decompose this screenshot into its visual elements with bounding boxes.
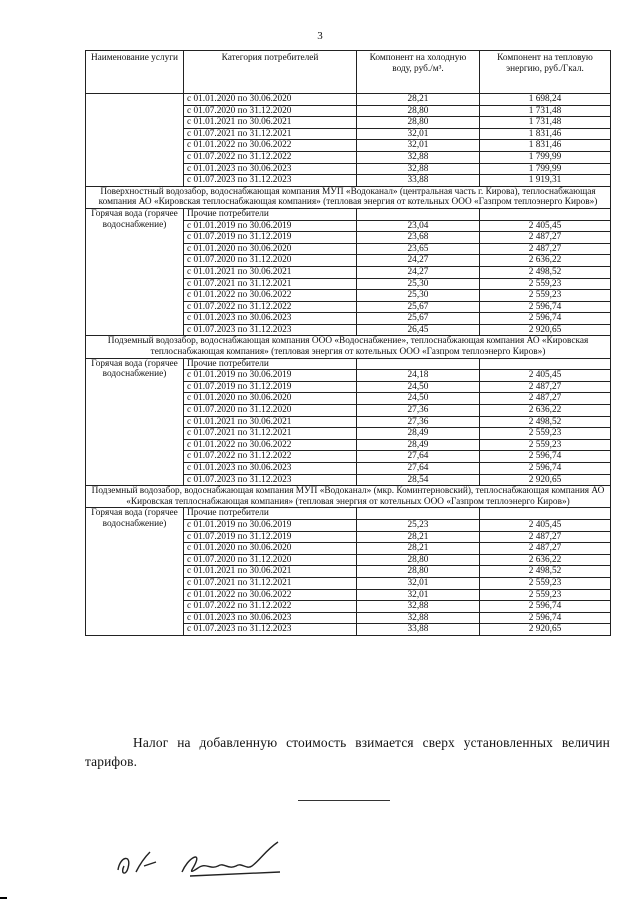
category-label: Прочие потребители <box>184 508 357 520</box>
cold-water-value: 23,68 <box>357 232 480 244</box>
signature <box>110 828 310 888</box>
heat-value: 2 636,22 <box>480 405 611 417</box>
heat-empty <box>480 208 611 220</box>
heat-value: 2 487,27 <box>480 543 611 555</box>
heat-value: 2 487,27 <box>480 243 611 255</box>
period-cell: с 01.07.2021 по 31.12.2021 <box>184 128 357 140</box>
period-cell: с 01.07.2021 по 31.12.2021 <box>184 428 357 440</box>
cold-water-value: 33,88 <box>357 175 480 187</box>
section-title: Подземный водозабор, водоснабжающая компания ООО «Водоснабжение», теплоснабжающая компания АО «Кировская теплоснабжающая компания» (тепловая энергия от котельных ООО «Газпром теплоэнерго Киров») <box>86 336 611 358</box>
cold-water-value: 28,80 <box>357 566 480 578</box>
period-cell: с 01.07.2022 по 31.12.2022 <box>184 151 357 163</box>
heat-value: 2 405,45 <box>480 370 611 382</box>
heat-value: 2 559,23 <box>480 290 611 302</box>
heat-value: 2 596,74 <box>480 313 611 325</box>
heat-value: 2 498,52 <box>480 266 611 278</box>
heat-value: 1 799,99 <box>480 163 611 175</box>
period-cell: с 01.01.2022 по 30.06.2022 <box>184 589 357 601</box>
cold-water-value: 25,67 <box>357 313 480 325</box>
cold-water-empty <box>357 358 480 370</box>
cold-water-value: 32,01 <box>357 140 480 152</box>
heat-value: 2 596,74 <box>480 612 611 624</box>
heat-value: 2 559,23 <box>480 589 611 601</box>
period-cell: с 01.01.2020 по 30.06.2020 <box>184 543 357 555</box>
period-cell: с 01.01.2021 по 30.06.2021 <box>184 266 357 278</box>
cold-water-value: 25,23 <box>357 519 480 531</box>
table-header-row <box>86 51 611 94</box>
period-cell: с 01.01.2020 по 30.06.2020 <box>184 393 357 405</box>
cold-water-value: 32,88 <box>357 601 480 613</box>
heat-value: 2 487,27 <box>480 531 611 543</box>
cold-water-value: 32,88 <box>357 612 480 624</box>
cold-water-value: 24,27 <box>357 255 480 267</box>
cold-water-value: 24,50 <box>357 381 480 393</box>
cold-water-value: 27,36 <box>357 405 480 417</box>
header-service: Наименование услуги <box>86 51 184 94</box>
section-title: Подземный водозабор, водоснабжающая компания МУП «Водоканал» (мкр. Коминтерновский), теплоснабжающая компания АО «Кировская теплоснабжающая компания» (тепловая энергия от котельных ООО «Газпром теплоэнерго Киров») <box>86 486 611 508</box>
period-cell: с 01.01.2019 по 30.06.2019 <box>184 220 357 232</box>
cold-water-value: 23,04 <box>357 220 480 232</box>
period-cell: с 01.01.2023 по 30.06.2023 <box>184 612 357 624</box>
heat-value: 1 831,46 <box>480 140 611 152</box>
heat-value: 1 831,46 <box>480 128 611 140</box>
period-cell: с 01.01.2022 по 30.06.2022 <box>184 439 357 451</box>
cold-water-value: 25,67 <box>357 301 480 313</box>
heat-value: 2 596,74 <box>480 301 611 313</box>
period-cell: с 01.07.2022 по 31.12.2022 <box>184 451 357 463</box>
heat-value: 1 698,24 <box>480 94 611 106</box>
cold-water-value: 28,80 <box>357 105 480 117</box>
heat-value: 2 559,23 <box>480 439 611 451</box>
heat-value: 1 919,31 <box>480 175 611 187</box>
cold-water-value: 32,01 <box>357 128 480 140</box>
cold-water-empty <box>357 208 480 220</box>
separator-line <box>298 800 390 801</box>
cold-water-value: 28,21 <box>357 543 480 555</box>
cold-water-value: 28,49 <box>357 428 480 440</box>
period-cell: с 01.07.2020 по 31.12.2020 <box>184 554 357 566</box>
period-cell: с 01.01.2023 по 30.06.2023 <box>184 163 357 175</box>
period-cell: с 01.07.2021 по 31.12.2021 <box>184 577 357 589</box>
table-row <box>86 208 611 220</box>
table-row <box>86 486 611 508</box>
cold-water-value: 27,64 <box>357 451 480 463</box>
cold-water-value: 25,30 <box>357 290 480 302</box>
period-cell: с 01.01.2021 по 30.06.2021 <box>184 117 357 129</box>
period-cell: с 01.01.2021 по 30.06.2021 <box>184 566 357 578</box>
period-cell: с 01.01.2023 по 30.06.2023 <box>184 313 357 325</box>
heat-value: 2 559,23 <box>480 577 611 589</box>
footer-mark <box>0 897 7 899</box>
period-cell: с 01.07.2022 по 31.12.2022 <box>184 301 357 313</box>
cold-water-value: 25,30 <box>357 278 480 290</box>
service-name: Горячая вода (горячее водоснабжение) <box>86 358 184 486</box>
cold-water-value: 28,21 <box>357 531 480 543</box>
cold-water-value: 28,54 <box>357 474 480 486</box>
heat-value: 2 487,27 <box>480 393 611 405</box>
category-label: Прочие потребители <box>184 208 357 220</box>
period-cell: с 01.07.2019 по 31.12.2019 <box>184 531 357 543</box>
cold-water-value: 32,01 <box>357 577 480 589</box>
cold-water-value: 24,50 <box>357 393 480 405</box>
heat-value: 2 920,65 <box>480 324 611 336</box>
heat-value: 2 920,65 <box>480 624 611 636</box>
period-cell: с 01.07.2019 по 31.12.2019 <box>184 232 357 244</box>
tariff-table <box>85 50 611 636</box>
period-cell: с 01.07.2020 по 31.12.2020 <box>184 105 357 117</box>
category-label: Прочие потребители <box>184 358 357 370</box>
heat-value: 2 559,23 <box>480 428 611 440</box>
heat-value: 2 596,74 <box>480 451 611 463</box>
period-cell: с 01.07.2020 по 31.12.2020 <box>184 255 357 267</box>
period-cell: с 01.01.2022 по 30.06.2022 <box>184 290 357 302</box>
table-row <box>86 186 611 208</box>
heat-value: 2 405,45 <box>480 519 611 531</box>
period-cell: с 01.01.2019 по 30.06.2019 <box>184 519 357 531</box>
header-category: Категория потребителей <box>184 51 357 94</box>
period-cell: с 01.07.2023 по 31.12.2023 <box>184 175 357 187</box>
cold-water-empty <box>357 508 480 520</box>
cold-water-value: 24,27 <box>357 266 480 278</box>
cold-water-value: 32,88 <box>357 151 480 163</box>
period-cell: с 01.07.2023 по 31.12.2023 <box>184 324 357 336</box>
cold-water-value: 28,21 <box>357 94 480 106</box>
heat-value: 2 498,52 <box>480 416 611 428</box>
heat-empty <box>480 508 611 520</box>
heat-value: 2 920,65 <box>480 474 611 486</box>
service-name: Горячая вода (горячее водоснабжение) <box>86 208 184 336</box>
heat-value: 2 559,23 <box>480 278 611 290</box>
heat-value: 2 405,45 <box>480 220 611 232</box>
table-row <box>86 358 611 370</box>
table-row <box>86 336 611 358</box>
cold-water-value: 27,36 <box>357 416 480 428</box>
cold-water-value: 28,49 <box>357 439 480 451</box>
period-cell: с 01.01.2021 по 30.06.2021 <box>184 416 357 428</box>
header-heat: Компонент на тепловую энергию, руб./Гкал. <box>480 51 611 94</box>
period-cell: с 01.07.2021 по 31.12.2021 <box>184 278 357 290</box>
page-number: 3 <box>317 30 323 42</box>
period-cell: с 01.01.2020 по 30.06.2020 <box>184 94 357 106</box>
service-name: Горячая вода (горячее водоснабжение) <box>86 508 184 636</box>
cold-water-value: 23,65 <box>357 243 480 255</box>
heat-value: 2 596,74 <box>480 601 611 613</box>
heat-value: 2 636,22 <box>480 554 611 566</box>
period-cell: с 01.07.2019 по 31.12.2019 <box>184 381 357 393</box>
heat-value: 1 799,99 <box>480 151 611 163</box>
section-title: Поверхностный водозабор, водоснабжающая компания МУП «Водоканал» (центральная часть г. Кирова), теплоснабжающая компания АО «Кировская теплоснабжающая компания» (тепловая энергия от котельных ООО «Газпром теплоэнерго Киров») <box>86 186 611 208</box>
period-cell: с 01.07.2022 по 31.12.2022 <box>184 601 357 613</box>
cold-water-value: 28,80 <box>357 117 480 129</box>
period-cell: с 01.07.2023 по 31.12.2023 <box>184 624 357 636</box>
vat-note: Налог на добавленную стоимость взимается сверх установленных величин тарифов. <box>85 735 610 769</box>
heat-value: 2 636,22 <box>480 255 611 267</box>
period-cell: с 01.01.2019 по 30.06.2019 <box>184 370 357 382</box>
heat-value: 2 596,74 <box>480 463 611 475</box>
period-cell: с 01.01.2020 по 30.06.2020 <box>184 243 357 255</box>
period-cell: с 01.01.2023 по 30.06.2023 <box>184 463 357 475</box>
table-row <box>86 94 611 106</box>
period-cell: с 01.07.2020 по 31.12.2020 <box>184 405 357 417</box>
service-cell-empty <box>86 94 184 187</box>
period-cell: с 01.01.2022 по 30.06.2022 <box>184 140 357 152</box>
cold-water-value: 33,88 <box>357 624 480 636</box>
header-cold-water: Компонент на холодную воду, руб./м³. <box>357 51 480 94</box>
heat-empty <box>480 358 611 370</box>
period-cell: с 01.07.2023 по 31.12.2023 <box>184 474 357 486</box>
table-row <box>86 508 611 520</box>
cold-water-value: 32,88 <box>357 163 480 175</box>
cold-water-value: 24,18 <box>357 370 480 382</box>
cold-water-value: 27,64 <box>357 463 480 475</box>
cold-water-value: 26,45 <box>357 324 480 336</box>
heat-value: 2 487,27 <box>480 232 611 244</box>
cold-water-value: 28,80 <box>357 554 480 566</box>
cold-water-value: 32,01 <box>357 589 480 601</box>
heat-value: 1 731,48 <box>480 117 611 129</box>
heat-value: 2 498,52 <box>480 566 611 578</box>
heat-value: 1 731,48 <box>480 105 611 117</box>
heat-value: 2 487,27 <box>480 381 611 393</box>
